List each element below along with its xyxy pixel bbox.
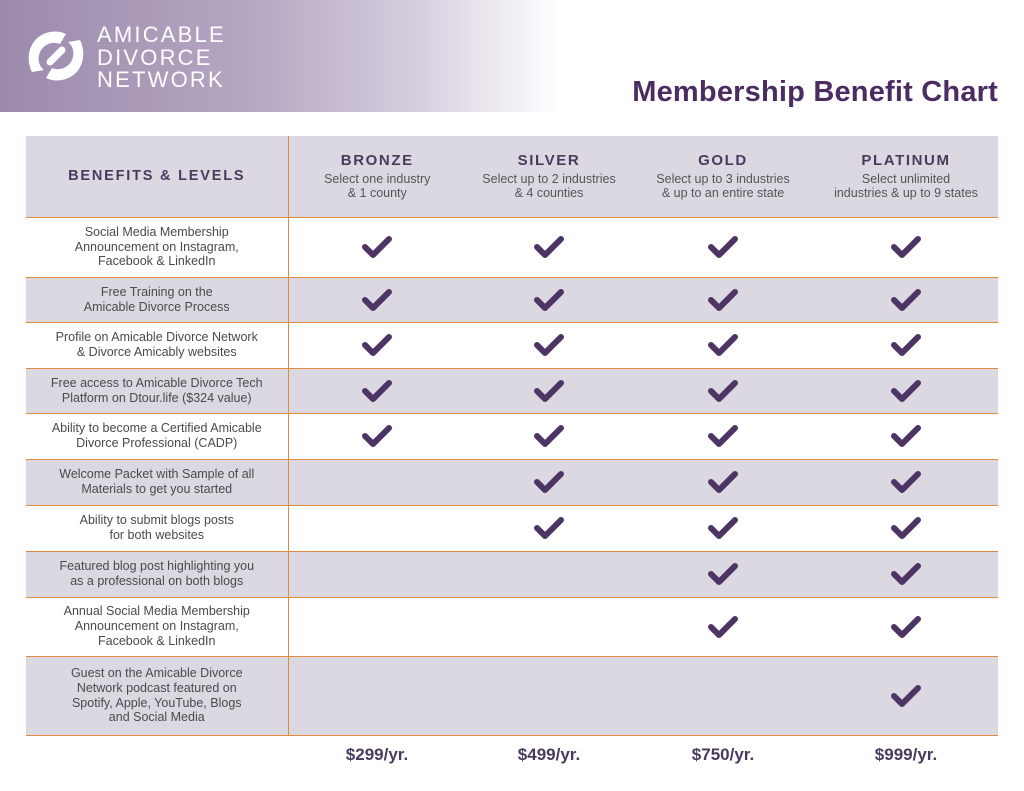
checkmark-icon — [534, 288, 564, 312]
checkmark-icon — [708, 615, 738, 639]
benefit-label-line: Guest on the Amicable Divorce — [70, 665, 243, 680]
level-name: SILVER — [517, 152, 581, 170]
benefit-label-line: Announcement on Instagram, — [74, 239, 239, 254]
benefit-label-line: as a professional on both blogs — [70, 574, 244, 588]
header-banner — [0, 0, 560, 112]
table-row — [26, 413, 998, 459]
benefit-cell — [814, 459, 998, 505]
benefit-label-line: Divorce Professional (CADP) — [76, 436, 238, 450]
benefit-label — [26, 551, 288, 597]
benefit-label — [26, 656, 288, 735]
benefit-cell — [466, 413, 632, 459]
table-body — [26, 217, 998, 735]
benefit-label-line: Free Training on the — [100, 284, 213, 299]
checkmark-icon — [891, 333, 921, 357]
benefit-cell — [632, 277, 814, 322]
checkmark-icon — [708, 333, 738, 357]
benefit-label-line: Spotify, Apple, YouTube, Blogs — [71, 695, 242, 710]
benefit-cell — [288, 277, 466, 322]
benefit-cell — [632, 459, 814, 505]
benefit-cell — [632, 505, 814, 551]
level-header-platinum — [814, 136, 998, 217]
logo-line: NETWORK — [97, 67, 225, 92]
benefit-label-line: and Social Media — [108, 710, 205, 725]
checkmark-icon — [534, 235, 564, 259]
checkmark-icon — [708, 470, 738, 494]
checkmark-icon — [708, 288, 738, 312]
benefit-label — [26, 505, 288, 551]
checkmark-icon — [891, 288, 921, 312]
benefit-cell — [814, 322, 998, 368]
benefit-label-line: Announcement on Instagram, — [74, 619, 239, 634]
logo-line: DIVORCE — [97, 44, 213, 70]
level-name: GOLD — [698, 152, 748, 170]
checkmark-icon — [708, 424, 738, 448]
benefit-cell — [814, 368, 998, 413]
benefit-label — [26, 277, 288, 322]
benefit-cell — [632, 217, 814, 277]
benefit-cell — [814, 505, 998, 551]
checkmark-icon — [891, 470, 921, 494]
checkmark-icon — [708, 516, 738, 540]
benefit-label-line: Platform on Dtour.life ($324 value) — [61, 390, 252, 405]
table-row — [26, 505, 998, 551]
benefit-cell — [288, 368, 466, 413]
price-row — [26, 735, 998, 775]
level-header-bronze — [288, 136, 466, 217]
checkmark-icon — [362, 288, 392, 312]
level-desc: & up to an entire state — [661, 186, 785, 201]
benefit-cell — [288, 597, 466, 656]
benefit-cell — [288, 551, 466, 597]
benefit-label-line: Welcome Packet with Sample of all — [59, 467, 255, 482]
level-desc: & 4 counties — [514, 186, 584, 201]
page-title: Membership Benefit Chart — [632, 76, 998, 108]
benefit-cell — [288, 322, 466, 368]
level-desc: Select one industry — [324, 172, 431, 187]
benefit-cell — [466, 217, 632, 277]
checkmark-icon — [708, 235, 738, 259]
checkmark-icon — [891, 562, 921, 586]
benefit-cell — [632, 656, 814, 735]
benefit-label-line: Profile on Amicable Divorce Network — [55, 330, 258, 345]
benefit-cell — [814, 413, 998, 459]
checkmark-icon — [708, 562, 738, 586]
table-header-row — [26, 136, 998, 217]
benefit-label-line: for both websites — [109, 528, 204, 542]
benefit-label-line: Social Media Membership — [84, 224, 229, 239]
level-desc: Select up to 3 industries — [656, 172, 790, 187]
benefit-cell — [288, 413, 466, 459]
level-desc: Select up to 2 industries — [482, 172, 616, 187]
benefit-label — [26, 459, 288, 505]
benefit-table — [26, 136, 998, 775]
benefit-label-line: Materials to get you started — [81, 482, 233, 496]
checkmark-icon — [891, 424, 921, 448]
benefit-cell — [288, 505, 466, 551]
logo-line: AMICABLE — [97, 22, 226, 47]
benefit-cell — [466, 597, 632, 656]
table-row — [26, 368, 998, 413]
benefit-label-line: Free access to Amicable Divorce Tech — [50, 375, 263, 390]
table-row — [26, 551, 998, 597]
checkmark-icon — [891, 684, 921, 708]
checkmark-icon — [891, 516, 921, 540]
level-header-silver — [466, 136, 632, 217]
table-row — [26, 597, 998, 656]
table-row — [26, 277, 998, 322]
checkmark-icon — [708, 379, 738, 403]
benefit-label — [26, 597, 288, 656]
benefit-label — [26, 322, 288, 368]
logo-icon — [22, 22, 90, 90]
benefit-cell — [814, 551, 998, 597]
benefit-cell — [632, 368, 814, 413]
checkmark-icon — [362, 424, 392, 448]
benefit-cell — [814, 217, 998, 277]
level-header-gold — [632, 136, 814, 217]
benefit-label-line: & Divorce Amicably websites — [76, 345, 237, 359]
benefit-label-line: Facebook & LinkedIn — [98, 254, 216, 269]
checkmark-icon — [891, 235, 921, 259]
benefit-label — [26, 413, 288, 459]
benefit-label-line: Amicable Divorce Process — [83, 299, 230, 314]
checkmark-icon — [534, 424, 564, 448]
benefit-cell — [466, 368, 632, 413]
checkmark-icon — [534, 470, 564, 494]
benefit-cell — [466, 656, 632, 735]
benefit-label-line: Facebook & LinkedIn — [98, 633, 216, 648]
checkmark-icon — [362, 235, 392, 259]
logo-wordmark — [97, 24, 226, 92]
benefit-cell — [466, 551, 632, 597]
benefit-cell — [814, 277, 998, 322]
level-desc: & 1 county — [347, 186, 407, 201]
price-silver: $499/yr. — [517, 745, 581, 765]
benefit-label-line: Featured blog post highlighting you — [59, 559, 255, 574]
benefit-cell — [814, 597, 998, 656]
level-desc: Select unlimited — [861, 172, 951, 187]
benefit-cell — [466, 322, 632, 368]
price-platinum: $999/yr. — [874, 745, 938, 765]
benefit-cell — [288, 217, 466, 277]
table-row — [26, 656, 998, 735]
table-row — [26, 322, 998, 368]
benefit-label-line: Ability to become a Certified Amicable — [51, 421, 262, 436]
checkmark-icon — [891, 615, 921, 639]
benefit-cell — [632, 413, 814, 459]
price-row-spacer — [26, 735, 288, 775]
benefit-label — [26, 217, 288, 277]
checkmark-icon — [534, 333, 564, 357]
benefit-cell — [632, 597, 814, 656]
table-row — [26, 217, 998, 277]
benefit-cell — [288, 656, 466, 735]
benefit-cell — [814, 656, 998, 735]
benefit-cell — [466, 459, 632, 505]
benefit-label-line: Annual Social Media Membership — [63, 604, 250, 619]
price-bronze: $299/yr. — [345, 745, 409, 765]
benefits-levels-heading: BENEFITS & LEVELS — [26, 136, 288, 217]
checkmark-icon — [362, 333, 392, 357]
level-name: BRONZE — [340, 152, 414, 170]
table-row — [26, 459, 998, 505]
benefit-cell — [466, 505, 632, 551]
checkmark-icon — [362, 379, 392, 403]
level-desc: industries & up to 9 states — [834, 186, 978, 201]
benefit-cell — [632, 322, 814, 368]
checkmark-icon — [534, 516, 564, 540]
benefit-cell — [632, 551, 814, 597]
benefit-cell — [288, 459, 466, 505]
checkmark-icon — [891, 379, 921, 403]
level-name: PLATINUM — [861, 152, 951, 170]
benefit-label-line: Ability to submit blogs posts — [79, 513, 234, 528]
benefit-label-line: Network podcast featured on — [76, 680, 237, 695]
checkmark-icon — [534, 379, 564, 403]
benefit-cell — [466, 277, 632, 322]
price-gold: $750/yr. — [691, 745, 755, 765]
benefit-label — [26, 368, 288, 413]
